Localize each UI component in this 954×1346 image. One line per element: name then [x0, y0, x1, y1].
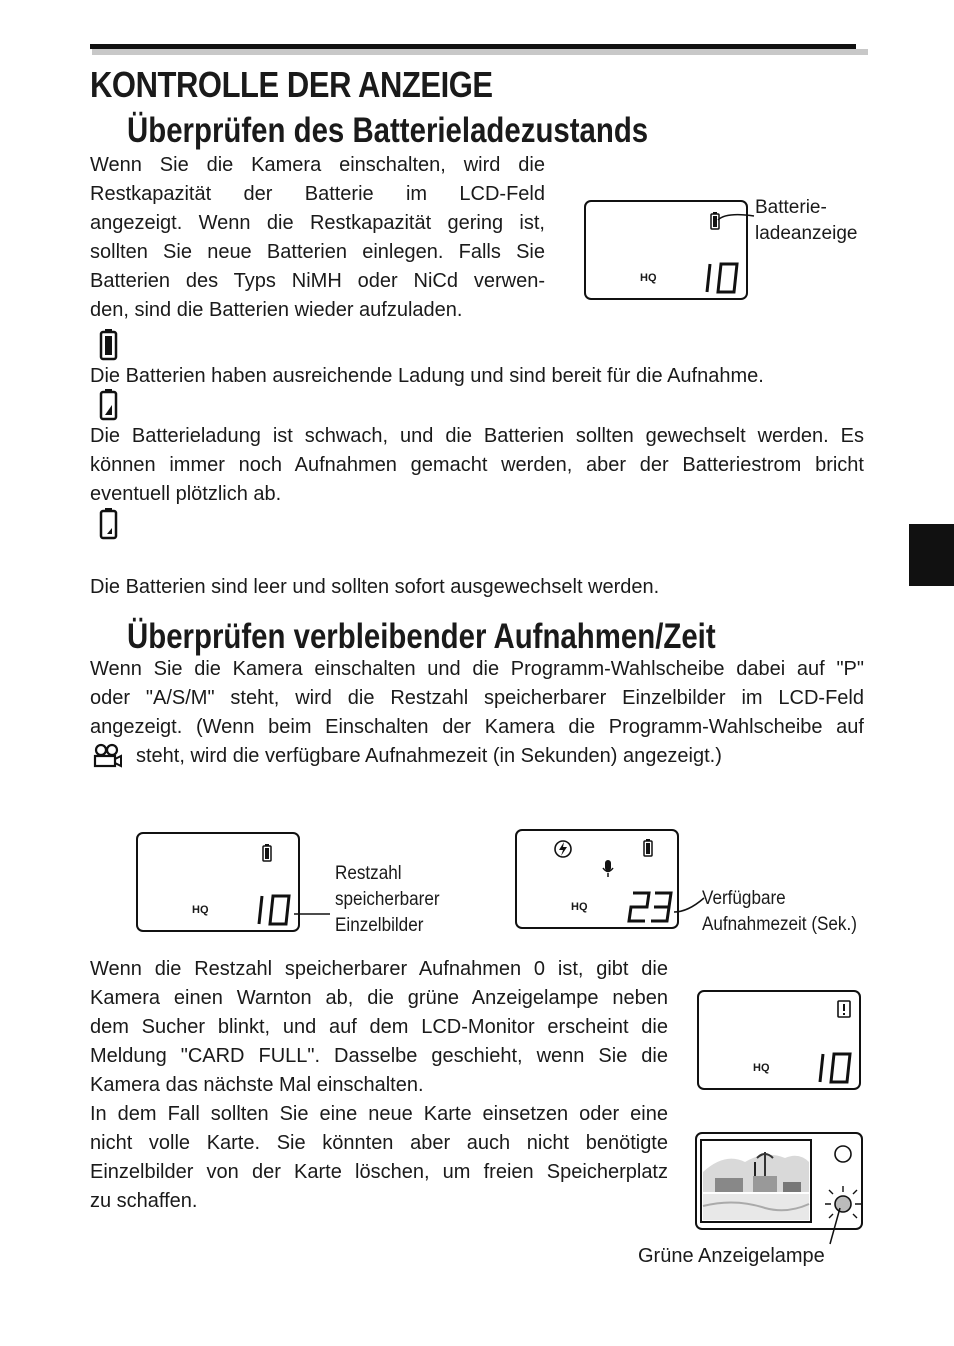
- movie-mode-icon: [92, 744, 124, 768]
- label-line: Batterie-: [755, 197, 827, 218]
- card-warning-icon: [837, 1000, 851, 1018]
- page-title: KONTROLLE DER ANZEIGE: [90, 64, 493, 105]
- card-full-text: [90, 955, 668, 1216]
- battery-callout-label: [755, 195, 857, 247]
- section1-intro: [90, 151, 545, 325]
- text-line: können immer noch Aufnahmen gemacht werden, aber der Batteriestrom bricht: [90, 454, 864, 476]
- text-line: Meldung "CARD FULL". Dasselbe geschieht, wenn Sie die: [90, 1045, 668, 1067]
- intro-line: Restkapazität der Batterie im LCD-Feld: [90, 183, 545, 205]
- top-rule-shadow: [92, 49, 868, 55]
- section2-heading: Überprüfen verbleibender Aufnahmen/Zeit: [127, 617, 716, 656]
- lamp-callout-line: [826, 1206, 842, 1246]
- lcd-panel-frames: [136, 832, 300, 932]
- label-line: speicherbarer: [335, 889, 440, 910]
- label-line: Einzelbilder: [335, 915, 424, 936]
- frames-callout-line: [294, 908, 332, 918]
- text-line: eventuell plötzlich ab.: [90, 483, 282, 505]
- text-line: Einzelbilder von der Karte löschen, um freien Speicherplatz: [90, 1161, 668, 1183]
- battery-full-icon: [643, 839, 653, 857]
- lcd-panel-card-full: [697, 990, 861, 1090]
- intro-line: steht, wird die verfügbare Aufnahmezeit (in Sekunden) angezeigt.): [136, 745, 722, 767]
- battery-full-icon: [262, 844, 272, 862]
- text-line: In dem Fall sollten Sie eine neue Karte einsetzen oder eine: [90, 1103, 668, 1125]
- hq-indicator: HQ: [571, 901, 588, 913]
- text-line: zu schaffen.: [90, 1190, 198, 1212]
- text-line: Kamera das nächste Mal einschalten.: [90, 1074, 424, 1096]
- flash-off-icon: [553, 839, 573, 859]
- section2-intro: [90, 655, 864, 771]
- intro-line: sollten Sie neue Batterien einlegen. Falls Sie: [90, 241, 545, 263]
- battery-full-icon: [99, 329, 119, 361]
- lcd-counter-digits: [704, 260, 748, 296]
- hq-indicator: HQ: [753, 1062, 770, 1074]
- text-line: Kamera einen Warnton ab, die grüne Anzeigelampe neben: [90, 987, 668, 1009]
- battery-empty-icon: [99, 508, 119, 540]
- battery-callout-line: [716, 214, 756, 226]
- intro-line: den, sind die Batterien wieder aufzuladen.: [90, 299, 463, 321]
- text-line: Die Batterieladung ist schwach, und die Batterien sollten gewechselt werden. Es: [90, 425, 864, 447]
- battery-low-text: [90, 422, 864, 509]
- lcd-time-digits: [627, 889, 677, 925]
- text-line: Wenn die Restzahl speicherbarer Aufnahmen 0 ist, gibt die: [90, 958, 668, 980]
- intro-line: Batterien des Typs NiMH oder NiCd verwen-: [90, 270, 545, 292]
- lamp-callout-label: Grüne Anzeigelampe: [638, 1245, 825, 1267]
- section1-heading: Überprüfen des Batterieladezustands: [127, 111, 649, 150]
- lcd-counter-digits: [817, 1050, 861, 1086]
- frames-callout-label: [335, 861, 440, 939]
- microphone-icon: [601, 859, 615, 879]
- label-line: ladeanzeige: [755, 223, 858, 244]
- intro-line: Wenn Sie die Kamera einschalten und die Programm-Wahlscheibe dabei auf "P": [90, 658, 864, 680]
- battery-full-text: Die Batterien haben ausreichende Ladung und sind bereit für die Aufnahme.: [90, 365, 764, 387]
- battery-empty-text: Die Batterien sind leer und sollten sofort ausgewechselt werden.: [90, 576, 660, 598]
- landscape-scene: [703, 1152, 809, 1220]
- intro-line: angezeigt. Wenn die Restkapazität gering ist,: [90, 212, 545, 234]
- text-line: nicht volle Karte. Sie könnten aber auch nicht benötigte: [90, 1132, 668, 1154]
- intro-line: angezeigt. (Wenn beim Einschalten der Kamera die Programm-Wahlscheibe auf: [90, 716, 864, 738]
- intro-line: Wenn Sie die Kamera einschalten, wird die: [90, 154, 545, 176]
- intro-line: oder "A/S/M" steht, wird die Restzahl speicherbarer Einzelbilder im LCD-Feld: [90, 687, 864, 709]
- label-line: Aufnahmezeit (Sek.): [702, 914, 857, 935]
- hq-indicator: HQ: [192, 904, 209, 916]
- time-callout-label: [702, 886, 857, 938]
- label-line: Verfügbare: [702, 888, 786, 909]
- battery-low-icon: [99, 389, 119, 421]
- label-line: Restzahl: [335, 863, 402, 884]
- hq-indicator: HQ: [640, 272, 657, 284]
- chapter-tab: [909, 524, 954, 586]
- lcd-panel-movie-time: [515, 829, 679, 929]
- text-line: dem Sucher blinkt, und auf dem LCD-Monitor erscheint die: [90, 1016, 668, 1038]
